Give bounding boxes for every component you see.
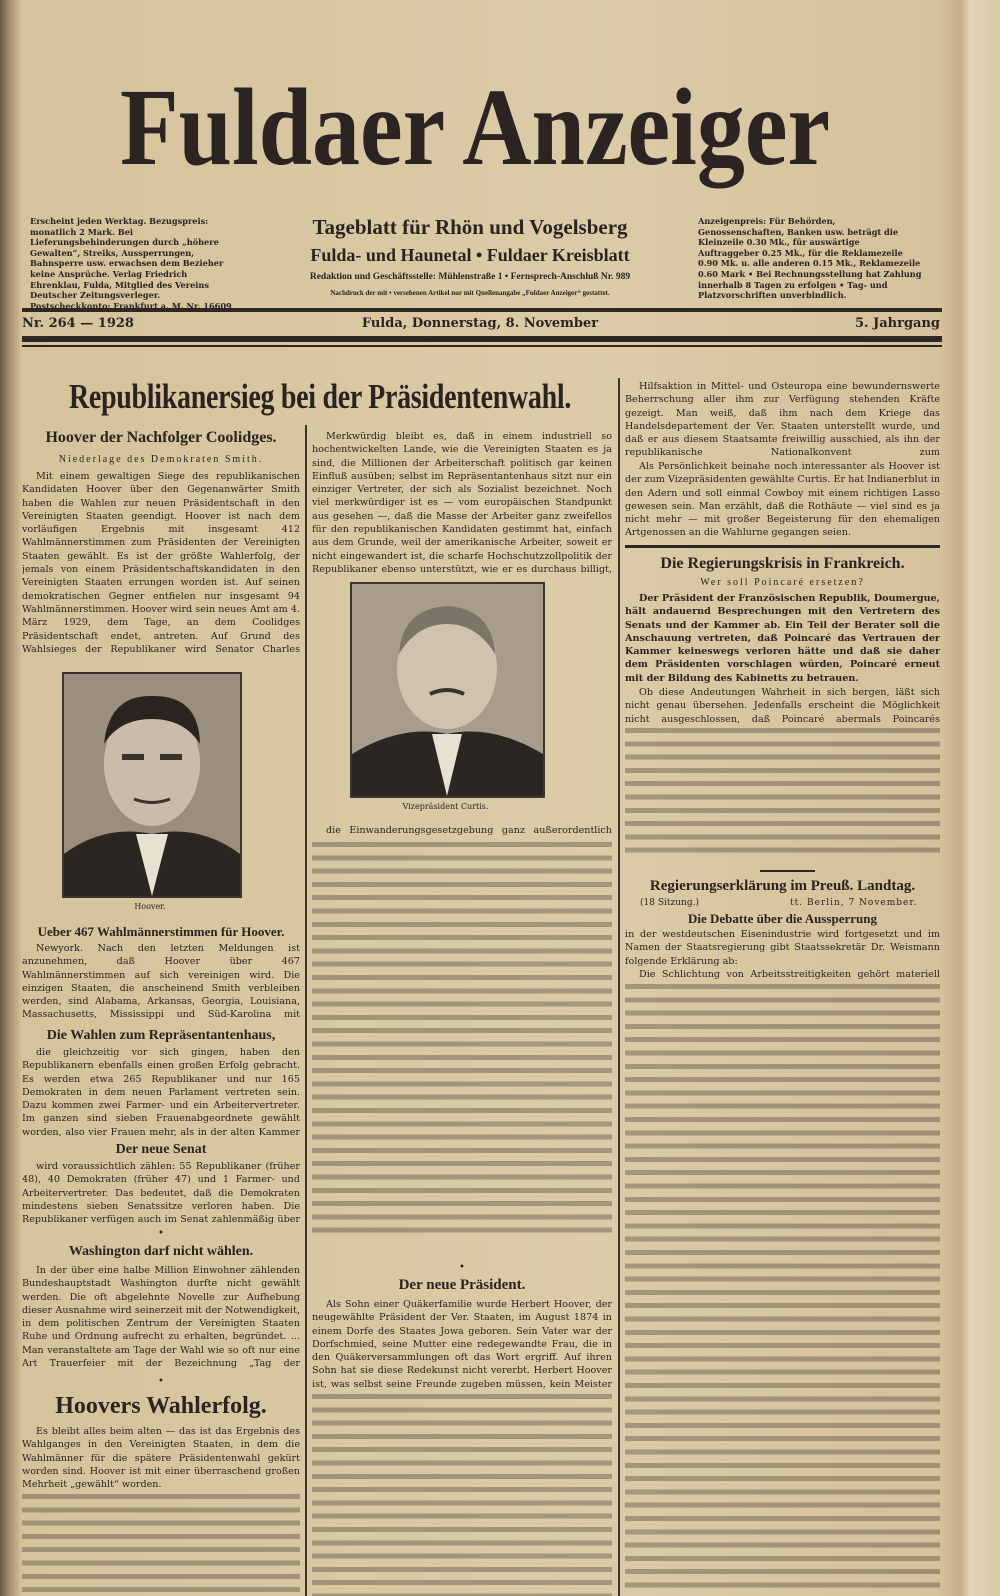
masthead-rule-thin [22,345,942,347]
article-text: wird voraussichtlich zählen: 55 Republikaner (früher 48), 40 Demokraten (früher 47) und 1 Farmer- und Arbeitervertreter. Das bedeutet, daß die Demokraten mindestens sieben Senatssitze verloren haben. Die Republikaner verfügen auch im Senat zahlenmäßig über [22,1161,300,1226]
hoover-portrait [62,672,242,898]
article-text: In der über eine halbe Million Einwohner zählenden Bundeshauptstadt Washington durfte nicht gewählt werden. Die oft abgelehnte Novelle zur Aufhebung dieser Ausnahme wird seinerzeit mit der Notwendigkeit, in dem politischen Zentrum der Vereinigten Staaten Ruhe und Ordnung aufrecht zu erhalten, begründet. ... Man veranstaltete am Tage der Wahl wie so oft nur eine Art Trauerfeier mit der Bezeichnung „Tag der [22,1265,300,1370]
article-headline: Die Regierungskrisis in Frankreich. [660,555,905,572]
article-text: Es bleibt alles beim alten — das ist das Ergebnis des Wahlganges in den Vereinigten Staaten, in dem die Wahlmänner für die spätere Präsidentenwahl gekürt worden sind. Hoover ist mit einer überraschend großen Mehrheit „gewählt“ worden. [22,1426,300,1491]
column-divider [618,378,620,1596]
main-headline: Republikanersieg bei der Präsidentenwahl. [68,378,572,417]
article-headline: Ueber 467 Wahlmännerstimmen für Hoover. [37,924,285,939]
dateline: Fulda, Donnerstag, 8. November [361,316,599,331]
illegible-text [312,1394,612,1596]
illegible-text [22,1494,300,1596]
article-subheadline: Wer soll Poincaré ersetzen? [700,577,865,588]
article-text: Als Sohn einer Quäkerfamilie wurde Herbert Hoover, der neugewählte Präsident der Ver. Staaten, im August 1874 in einem Dorfe des Staates Jowa geboren. Sein Vater war der Dorfschmied, seine Mutter eine redegewandte Frau, die in den Quäkerversammlungen oft das Wort ergriff. Auf ihren Sohn hat sie diese Redekunst nicht vererbt. Herbert Hoover ist, was selbst seine Freunde zugeben müssen, kein Meister [312,1299,612,1390]
illegible-text [625,984,940,1596]
article-subheadline: Die Debatte über die Aussperrung [688,911,877,926]
photo-caption: Vizepräsident Curtis. [402,802,489,811]
article-text: Die Schlichtung von Arbeitsstreitigkeiten gehört materiell [639,969,940,980]
photo-caption: Hoover. [134,902,166,911]
article-headline: Die Wahlen zum Repräsentantenhaus, [46,1028,276,1043]
article-headline: Washington darf nicht wählen. [68,1244,254,1259]
volume: 5. Jahrgang [854,316,940,331]
article-text: Der Präsident der Französischen Republik, Doumergue, hält andauernd Besprechungen mit den Vertretern des Senats und der Kammer ab. Ein Teil der Berater soll die Anschauung vertreten, daß Poincaré das Vertrauen der Kammer keineswegs verloren hätte und daß sie daher dem Präsidenten vorschlagen würden, Poincaré erneut mit der Bildung des Kabinetts zu betrauen. [625,593,940,684]
article-text: Mit einem gewaltigen Siege des republikanischen Kandidaten Hoover über den Gegenanwärter Smith haben die Wahlen zur neuen Präsidentschaft in den Vereinigten Staaten geendigt. Hoover ist nach dem vorläufigen Ergebnis mit insgesamt 412 Wahlmännerstimmen zum Präsidenten der Vereinigten Staaten gewählt. Es ist der größte Wahlerfolg, der jemals von einem Präsidentschaftskandidaten in den Vereinigten Staaten errungen worden ist. Auf seinen demokratischen Gegner entfielen nur insgesamt 94 Wahlmännerstimmen. Hoover wird sein neues Amt am 4. März 1929, dem Tage, an dem Coolidges Präsidentschaft endet, antreten. Auf Grund des Wahlsieges der Republikaner wird Senator Charles [22,471,300,655]
article-text: Ob diese Andeutungen Wahrheit in sich bergen, läßt sich nicht genau übersehen. Jedenfalls erscheint die Möglichkeit nicht ausgeschlossen, daß Poincaré abermals Poincarés [625,687,940,725]
illegible-text [312,842,612,1240]
separator-dot: • [459,1262,465,1273]
curtis-portrait [350,582,545,798]
article-headline: Hoover der Nachfolger Coolidges. [45,429,277,446]
reprint-note: Nachdruck der mit • versehenen Artikel nur mit Quellenangabe „Fuldaer Anzeiger“ gestattet. [330,289,610,297]
subscription-info: Erscheint jeden Werktag. Bezugspreis: monatlich 2 Mark. Bei Lieferungsbehinderungen durch „höhere Gewalten“, Streiks, Aussperrungen, Bahnsperre usw. erwachsen dem Bezieher keine Ansprüche. Verlag Friedrich Ehrenklau, Fulda, Mitglied des Vereins Deutscher Zeitungsverleger. Postscheckkonto: Frankfurt a. M. Nr. 16609 [30,216,232,311]
subtitle-2: Fulda- und Haunetal • Fuldaer Kreisblatt [310,245,630,265]
section-rule [760,870,815,872]
illegible-text [625,728,940,860]
editorial-address: Redaktion und Geschäftsstelle: Mühlenstraße 1 • Fernsprech-Anschluß Nr. 989 [309,272,631,282]
newspaper-title: Fuldaer Anzeiger [119,65,831,189]
article-text: Hilfsaktion in Mittel- und Osteuropa eine bewundernswerte Beherrschung aller ihm zur Verfügung stehenden Kräfte gezeigt. Man weiß, daß ihm nach dem Kriege das Handelsdepartement der Ver. Staaten unterstellt wurde, und daß er aus diesem Staatsamte freiwillig ausschied, als ihn der republikanische Nationalkonvent zum [625,381,940,459]
advert-prices: Anzeigenpreis: Für Behörden, Genossenschaften, Banken usw. beträgt die Kleinzeile 0.30 Mk., für auswärtige Auftraggeber 0.25 Mk., für die Reklamezeile 0.90 Mk. u. alle anderen 0.15 Mk., Reklamezeile 0.60 Mark • Bei Rechnungsstellung hat Zahlung innerhalb 8 Tagen zu erfolgen • Tag- und Platzvorschriften unverbindlich. [698,216,922,301]
issue-number: Nr. 264 — 1928 [22,316,134,331]
article-headline: Hoovers Wahlerfolg. [55,1393,267,1419]
article-dateline: tt. Berlin, 7 November. [790,898,918,908]
article-text: Newyork. Nach den letzten Meldungen ist anzunehmen, daß Hoover über 467 Wahlmännerstimmen auf sich vereinigen wird. Die einzigen Staaten, die anscheinend Smith verbleiben werden, sind Alabama, Arkansas, Georgia, Louisiana, Massachusetts, Mississippi und Süd-Karolina mit [22,943,300,1021]
article-headline: Regierungserklärung im Preuß. Landtag. [649,878,916,894]
separator-dot: • [158,1228,164,1239]
article-text: Merkwürdig bleibt es, daß in einem industriell so hochentwickelten Lande, wie die Vereinigten Staaten es ja sind, die Millionen der Arbeiterschaft politisch gar keinen Einfluß ausüben; selbst im Repräsentantenhaus sitzt nur ein einziger Vertreter, der sich als Sozialist bezeichnet. Noch viel merkwürdiger ist es — vom europäischen Standpunkt aus gesehen —, daß die Masse der Arbeiter ganz zweifellos für den republikanischen Kandidaten gestimmt hat, einfach aus dem Grunde, weil der amerikanische Arbeiter, soweit er nicht eingewandert ist, die scharfe Hochschutzzollpolitik der Republikaner ebenso unterstützt, wie er es durchaus billigt, [312,431,612,575]
separator-dot: • [158,1376,164,1387]
session-number: (18 Sitzung.) [640,898,699,908]
article-text: die gleichzeitig vor sich gingen, haben den Republikanern ebenfalls einen großen Erfolg gebracht. Es werden etwa 265 Republikaner und nur 165 Demokraten in dem neuen Parlament vertreten sein. Dazu kommen zwei Farmer- und ein Arbeitervertreter. Im ganzen sind sieben Frauenabgeordnete gewählt worden, also vier Frauen mehr, als in der alten Kammer [22,1047,300,1138]
masthead-rule-bottom [22,336,942,342]
subtitle-1: Tageblatt für Rhön und Vogelsberg [312,215,628,239]
article-headline: Der neue Präsident. [398,1277,526,1293]
article-text: in der westdeutschen Eisenindustrie wird fortgesetzt und im Namen der Staatsregierung gibt Staatssekretär Dr. Weismann folgende Erklärung ab: [625,929,940,967]
column-divider [305,425,307,1596]
section-rule [625,545,940,548]
article-text: die Einwanderungsgesetzgebung ganz außerordentlich [326,825,612,836]
article-subheadline: Niederlage des Demokraten Smith. [58,454,264,465]
article-headline: Der neue Senat [115,1142,207,1157]
article-text: Als Persönlichkeit beinahe noch interessanter als Hoover ist der zum Vizepräsidenten gewählte Curtis. Er hat Indianerblut in den Adern und soll einmal Cowboy mit einem richtigen Lasso gewesen sein. Man erzählt, daß die Rothäute — viel sind es ja nicht mehr — mit großer Begeisterung für den ehemaligen Artgenossen an die Wahlurne gegangen seien. [625,461,940,539]
